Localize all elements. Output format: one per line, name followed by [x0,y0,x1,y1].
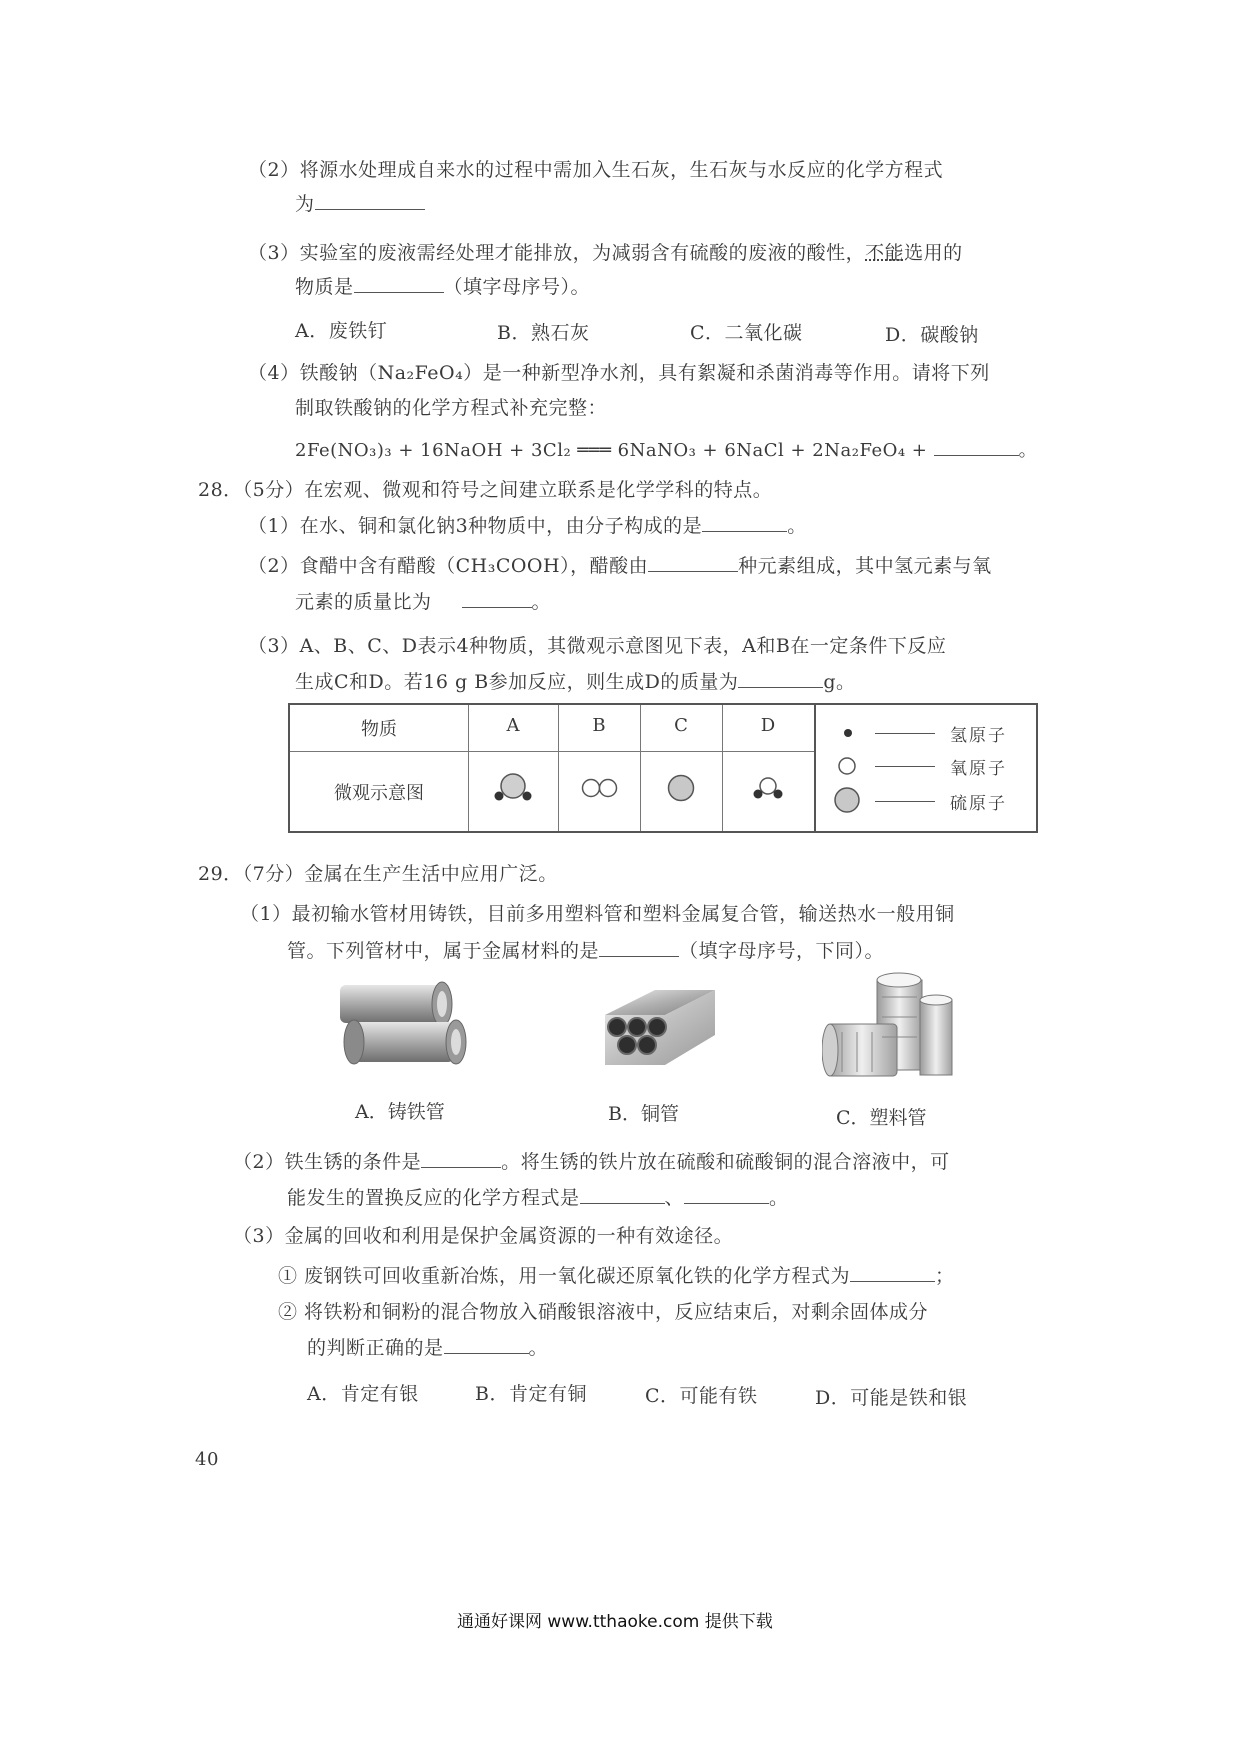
chemical-equation: 2Fe(NO₃)₃ + 16NaOH + 3Cl₂ ═══ 6NaNO₃ + 6NaCl + 2Na₂FeO₄ + [295,440,928,461]
table-divider [290,751,814,752]
q28-part2-text: （2）食醋中含有醋酸（CH₃COOH），醋酸由 [248,555,649,577]
table-col-d: D [760,715,776,736]
q29-part3-intro: （3）金属的回收和利用是保护金属资源的一种有效途径。 [233,1225,734,1247]
q29-part1-text: 管。下列管材中，属于金属材料的是 [287,940,600,962]
table-row-label-diagram: 微观示意图 [334,783,424,804]
q29-option-d: D．可能是铁和银 [815,1387,968,1409]
plastic-pipe-image [822,972,957,1084]
q28-part3-line2 [295,669,856,695]
q27-option-a: A．废铁钉 [295,320,388,342]
table-col-a: A [506,715,520,736]
q27-part3-text-end: 选用的 [904,242,963,264]
q28-part2-prefix: 元素的质量比为 [295,591,432,613]
q29-part3-item1-text: ① 废钢铁可回收重新冶炼，用一氧化碳还原氧化铁的化学方程式为 [278,1265,851,1287]
q29-part2-text-end: 。将生锈的铁片放在硫酸和硫酸铜的混合溶液中，可 [501,1151,950,1173]
copper-pipe-image [595,985,720,1070]
q29-option-b: B．肯定有铜 [475,1383,587,1405]
table-divider [814,705,816,831]
table-row-label-substance: 物质 [361,719,397,740]
caption-cast-iron: A．铸铁管 [355,1101,445,1123]
q29-part3-item2-line2 [307,1335,548,1361]
q29-intro: 29．（7分）金属在生产生活中应用广泛。 [198,863,558,885]
q29-option-c: C．可能有铁 [645,1385,758,1407]
q29-part1-line1: （1）最初输水管材用铸铁，目前多用塑料管和塑料金属复合管，输送热水一般用铜 [240,903,955,925]
q29-part3-item2-line1: ② 将铁粉和铜粉的混合物放入硝酸银溶液中，反应结束后，对剩余固体成分 [278,1301,929,1323]
q27-part4-line2: 制取铁酸钠的化学方程式补充完整： [295,397,608,419]
q28-part1 [248,513,807,539]
q28-part2-end: 。 [531,591,552,613]
molecule-d-icon [748,771,788,805]
q28-part2-line1 [248,553,992,579]
microscopic-diagram-table [288,703,1038,833]
answer-blank[interactable] [315,191,425,210]
q27-part3-line1 [248,240,963,266]
q29-part3-item2-end: 。 [528,1337,549,1359]
answer-blank[interactable] [934,437,1019,456]
legend-oxygen: 氧原子 [950,759,1007,779]
q29-part3-item1 [278,1263,955,1289]
caption-copper: B．铜管 [608,1103,679,1125]
cast-iron-pipe-image [330,980,470,1075]
q29-part1-suffix: （填字母序号，下同）。 [679,940,885,962]
equation-end: 。 [1018,440,1038,461]
q29-part2-text: （2）铁生锈的条件是 [233,1151,422,1173]
q28-part3-unit: g。 [823,671,856,693]
q28-part3-text: 生成C和D。若16 g B参加反应，则生成D的质量为 [295,671,739,693]
q27-equation-line [295,437,1037,464]
footer-source: 通通好课网 www.tthaoke.com 提供下载 [457,1612,773,1632]
q28-intro: 28．（5分）在宏观、微观和符号之间建立联系是化学学科的特点。 [198,479,773,501]
separator: 、 [664,1187,685,1209]
answer-blank[interactable] [850,1263,935,1282]
q27-part2-prefix: 为 [295,193,315,215]
q27-part3-text: （3）实验室的废液需经处理才能排放，为减弱含有硫酸的废液的酸性， [248,242,866,264]
legend-dash [875,733,935,734]
q29-part3-item2-text: 的判断正确的是 [307,1337,444,1359]
molecule-a-icon [488,768,538,808]
oxygen-atom-icon [836,755,858,777]
q27-option-c: C．二氧化碳 [690,322,803,344]
q29-part2-line2 [287,1185,789,1211]
q28-part3-line1: （3）A、B、C、D表示4种物质，其微观示意图见下表，A和B在一定条件下反应 [248,635,947,657]
molecule-b-icon [577,773,623,803]
q27-option-d: D．碳酸钠 [885,324,979,346]
answer-blank[interactable] [684,1185,769,1204]
page-number: 40 [195,1449,219,1470]
answer-blank[interactable] [738,669,823,688]
q29-part2-end: 。 [769,1187,789,1209]
molecule-c-icon [664,771,698,805]
legend-dash [875,766,935,767]
q28-part1-text: （1）在水、铜和氯化钠3种物质中，由分子构成的是 [248,515,703,537]
q28-part2-line2 [295,589,551,615]
q27-part4-line1: （4）铁酸钠（Na₂FeO₄）是一种新型净水剂，具有絮凝和杀菌消毒等作用。请将下列 [248,362,990,384]
answer-blank[interactable] [702,513,787,532]
hydrogen-atom-icon [840,725,856,741]
answer-blank[interactable] [580,1185,665,1204]
legend-hydrogen: 氢原子 [950,726,1007,746]
q27-part3-prefix: 物质是 [295,276,354,298]
table-col-b: B [592,715,606,736]
answer-blank[interactable] [462,589,532,608]
answer-blank[interactable] [354,274,444,293]
emphasis-word: 不能 [865,242,905,264]
answer-blank[interactable] [648,553,738,572]
q27-part3-line2 [295,274,590,300]
legend-dash [875,801,935,802]
q28-part1-end: 。 [787,515,807,537]
q29-part1-line2 [287,938,884,964]
q29-part2-line1 [233,1149,950,1175]
table-col-c: C [674,715,688,736]
answer-blank[interactable] [599,938,679,957]
q29-part3-item1-end: ； [935,1265,955,1287]
q27-part2-line1: （2）将源水处理成自来水的过程中需加入生石灰，生石灰与水反应的化学方程式 [248,159,944,181]
answer-blank[interactable] [444,1335,529,1354]
caption-plastic: C．塑料管 [836,1107,927,1129]
sulfur-atom-icon [832,785,862,815]
q27-option-b: B．熟石灰 [497,322,590,344]
legend-sulfur: 硫原子 [950,794,1007,814]
q29-part2-prefix: 能发生的置换反应的化学方程式是 [287,1187,580,1209]
q27-part2-line2 [295,191,425,217]
q28-part2-text-end: 种元素组成，其中氢元素与氧 [738,555,992,577]
q29-option-a: A．肯定有银 [307,1383,419,1405]
answer-blank[interactable] [421,1149,501,1168]
q27-part3-suffix: （填字母序号）。 [443,276,591,298]
